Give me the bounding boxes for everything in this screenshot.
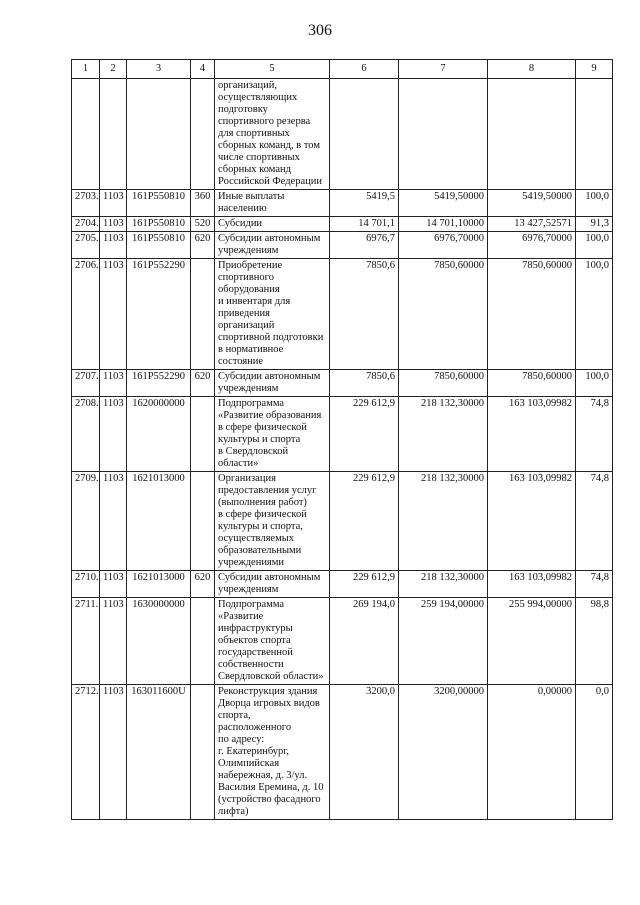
item-name-line: учреждениями [218, 557, 285, 568]
item-name-line: (устройство фасадного [218, 794, 321, 805]
section-code-cell: 1103 [100, 232, 127, 259]
percent-cell: 98,8 [576, 598, 613, 685]
planned-amount-cell: 3200,0 [330, 685, 399, 820]
target-code-cell [127, 79, 191, 190]
planned-amount-cell: 7850,6 [330, 259, 399, 370]
planned-amount-cell [330, 79, 399, 190]
item-name-line: по адресу: [218, 734, 265, 745]
executed-amount-cell: 255 994,00000 [488, 598, 576, 685]
specified-amount-cell: 259 194,00000 [399, 598, 488, 685]
item-name-line: оборудования [218, 284, 280, 295]
item-name-line: Организация [218, 473, 276, 484]
section-code-cell: 1103 [100, 217, 127, 232]
executed-amount-cell: 163 103,09982 [488, 571, 576, 598]
item-name-cell [215, 397, 330, 472]
planned-amount-cell: 5419,5 [330, 190, 399, 217]
row-number-cell: 2708. [72, 397, 100, 472]
table-row [72, 472, 613, 571]
row-number-cell: 2705. [72, 232, 100, 259]
planned-amount-cell: 269 194,0 [330, 598, 399, 685]
row-number-cell: 2704. [72, 217, 100, 232]
percent-cell: 100,0 [576, 190, 613, 217]
item-name-line: Субсидии автономным [218, 572, 321, 583]
item-name-line: в сфере физической [218, 422, 307, 433]
expense-type-cell [191, 259, 215, 370]
section-code-cell: 1103 [100, 397, 127, 472]
specified-amount-cell: 14 701,10000 [399, 217, 488, 232]
row-number-cell: 2707. [72, 370, 100, 397]
target-code-cell: 1621013000 [127, 571, 191, 598]
item-name-line: учреждениям [218, 383, 279, 394]
percent-cell: 100,0 [576, 232, 613, 259]
specified-amount-cell: 3200,00000 [399, 685, 488, 820]
percent-cell: 74,8 [576, 472, 613, 571]
specified-amount-cell: 7850,60000 [399, 259, 488, 370]
target-code-cell: 161P550810 [127, 190, 191, 217]
item-name-line: области» [218, 458, 259, 469]
row-number-cell: 2711. [72, 598, 100, 685]
expense-type-cell [191, 397, 215, 472]
expense-type-cell: 620 [191, 232, 215, 259]
table-row [72, 190, 613, 217]
item-name-line: лифта) [218, 806, 249, 817]
specified-amount-cell: 218 132,30000 [399, 472, 488, 571]
column-header: 6 [330, 60, 399, 79]
table-row [72, 685, 613, 820]
percent-cell: 74,8 [576, 397, 613, 472]
item-name-line: спортивной подготовки [218, 332, 324, 343]
section-code-cell: 1103 [100, 259, 127, 370]
item-name-cell [215, 190, 330, 217]
row-number-cell: 2712. [72, 685, 100, 820]
row-number-cell [72, 79, 100, 190]
target-code-cell: 163011600U [127, 685, 191, 820]
target-code-cell: 1621013000 [127, 472, 191, 571]
executed-amount-cell: 13 427,52571 [488, 217, 576, 232]
percent-cell: 74,8 [576, 571, 613, 598]
item-name-line: для спортивных [218, 128, 290, 139]
planned-amount-cell: 229 612,9 [330, 397, 399, 472]
column-header: 3 [127, 60, 191, 79]
specified-amount-cell: 218 132,30000 [399, 397, 488, 472]
expense-type-cell: 620 [191, 370, 215, 397]
item-name-line: приведения [218, 308, 270, 319]
item-name-line: организаций, [218, 80, 277, 91]
table-row [72, 259, 613, 370]
item-name-line: Дворца игровых видов [218, 698, 320, 709]
section-code-cell: 1103 [100, 571, 127, 598]
row-number-cell: 2706. [72, 259, 100, 370]
item-name-line: «Развитие [218, 611, 264, 622]
item-name-line: Василия Еремина, д. 10 [218, 782, 324, 793]
specified-amount-cell: 7850,60000 [399, 370, 488, 397]
row-number-cell: 2709. [72, 472, 100, 571]
item-name-line: Подпрограмма [218, 599, 285, 610]
item-name-cell [215, 79, 330, 190]
item-name-line: спортивного резерва [218, 116, 311, 127]
item-name-line: Свердловской области» [218, 671, 324, 682]
item-name-line: осуществляющих [218, 92, 298, 103]
item-name-line: Реконструкция здания [218, 686, 318, 697]
item-name-line: в нормативное [218, 344, 284, 355]
planned-amount-cell: 14 701,1 [330, 217, 399, 232]
section-code-cell: 1103 [100, 370, 127, 397]
item-name-line: образовательными [218, 545, 302, 556]
item-name-line: собственности [218, 659, 284, 670]
item-name-cell [215, 370, 330, 397]
item-name-line: учреждениям [218, 584, 279, 595]
executed-amount-cell: 7850,60000 [488, 259, 576, 370]
item-name-cell [215, 598, 330, 685]
specified-amount-cell: 5419,50000 [399, 190, 488, 217]
specified-amount-cell [399, 79, 488, 190]
item-name-line: Российской Федерации [218, 176, 322, 187]
executed-amount-cell: 6976,70000 [488, 232, 576, 259]
row-number-cell: 2710. [72, 571, 100, 598]
item-name-line: Субсидии [218, 218, 263, 229]
item-name-line: Иные выплаты [218, 191, 285, 202]
planned-amount-cell: 229 612,9 [330, 472, 399, 571]
percent-cell: 91,3 [576, 217, 613, 232]
page-number: 306 [308, 22, 332, 39]
item-name-cell [215, 571, 330, 598]
specified-amount-cell: 6976,70000 [399, 232, 488, 259]
percent-cell: 100,0 [576, 370, 613, 397]
executed-amount-cell: 163 103,09982 [488, 472, 576, 571]
table-row [72, 217, 613, 232]
item-name-cell [215, 685, 330, 820]
item-name-line: государственной [218, 647, 293, 658]
item-name-line: Субсидии автономным [218, 233, 321, 244]
header-row [72, 60, 613, 79]
section-code-cell: 1103 [100, 598, 127, 685]
item-name-line: Олимпийская [218, 758, 280, 769]
percent-cell [576, 79, 613, 190]
row-number-cell: 2703. [72, 190, 100, 217]
section-code-cell: 1103 [100, 472, 127, 571]
expense-type-cell [191, 472, 215, 571]
executed-amount-cell [488, 79, 576, 190]
expense-type-cell: 360 [191, 190, 215, 217]
percent-cell: 0,0 [576, 685, 613, 820]
item-name-line: Приобретение [218, 260, 283, 271]
item-name-line: в сфере физической [218, 509, 307, 520]
expense-type-cell [191, 598, 215, 685]
target-code-cell: 1630000000 [127, 598, 191, 685]
item-name-line: сборных команд [218, 164, 291, 175]
target-code-cell: 161P550810 [127, 232, 191, 259]
item-name-line: культуры и спорта [218, 434, 301, 445]
item-name-line: и инвентаря для [218, 296, 291, 307]
item-name-line: объектов спорта [218, 635, 291, 646]
expense-type-cell [191, 79, 215, 190]
item-name-line: расположенного [218, 722, 292, 733]
executed-amount-cell: 7850,60000 [488, 370, 576, 397]
column-header: 1 [72, 60, 100, 79]
column-header: 7 [399, 60, 488, 79]
table-row [72, 397, 613, 472]
column-header: 5 [215, 60, 330, 79]
section-code-cell: 1103 [100, 685, 127, 820]
item-name-line: спортивного [218, 272, 274, 283]
item-name-line: числе спортивных [218, 152, 300, 163]
item-name-cell [215, 217, 330, 232]
item-name-line: населению [218, 203, 267, 214]
item-name-line: подготовку [218, 104, 268, 115]
item-name-line: Подпрограмма [218, 398, 285, 409]
item-name-line: «Развитие образования [218, 410, 322, 421]
budget-table [71, 59, 613, 820]
column-header: 9 [576, 60, 613, 79]
table-row [72, 571, 613, 598]
item-name-line: Субсидии автономным [218, 371, 321, 382]
target-code-cell: 1620000000 [127, 397, 191, 472]
column-header: 8 [488, 60, 576, 79]
item-name-line: г. Екатеринбург, [218, 746, 290, 757]
target-code-cell: 161P550810 [127, 217, 191, 232]
item-name-line: осуществляемых [218, 533, 295, 544]
expense-type-cell: 520 [191, 217, 215, 232]
expense-type-cell: 620 [191, 571, 215, 598]
planned-amount-cell: 6976,7 [330, 232, 399, 259]
column-header: 4 [191, 60, 215, 79]
executed-amount-cell: 5419,50000 [488, 190, 576, 217]
target-code-cell: 161P552290 [127, 259, 191, 370]
item-name-line: состояние [218, 356, 264, 367]
executed-amount-cell: 163 103,09982 [488, 397, 576, 472]
planned-amount-cell: 7850,6 [330, 370, 399, 397]
item-name-cell [215, 472, 330, 571]
table-row [72, 232, 613, 259]
item-name-cell [215, 259, 330, 370]
table-row [72, 79, 613, 190]
item-name-line: инфраструктуры [218, 623, 293, 634]
item-name-line: культуры и спорта, [218, 521, 303, 532]
item-name-line: (выполнения работ) [218, 497, 307, 508]
item-name-line: организаций [218, 320, 275, 331]
table-row [72, 598, 613, 685]
item-name-line: спорта, [218, 710, 251, 721]
item-name-cell [215, 232, 330, 259]
item-name-line: сборных команд, в том [218, 140, 320, 151]
column-header: 2 [100, 60, 127, 79]
percent-cell: 100,0 [576, 259, 613, 370]
executed-amount-cell: 0,00000 [488, 685, 576, 820]
planned-amount-cell: 229 612,9 [330, 571, 399, 598]
expense-type-cell [191, 685, 215, 820]
item-name-line: в Свердловской [218, 446, 289, 457]
section-code-cell [100, 79, 127, 190]
target-code-cell: 161P552290 [127, 370, 191, 397]
section-code-cell: 1103 [100, 190, 127, 217]
item-name-line: учреждениям [218, 245, 279, 256]
specified-amount-cell: 218 132,30000 [399, 571, 488, 598]
item-name-line: набережная, д. 3/ул. [218, 770, 308, 781]
table-row [72, 370, 613, 397]
item-name-line: предоставления услуг [218, 485, 317, 496]
